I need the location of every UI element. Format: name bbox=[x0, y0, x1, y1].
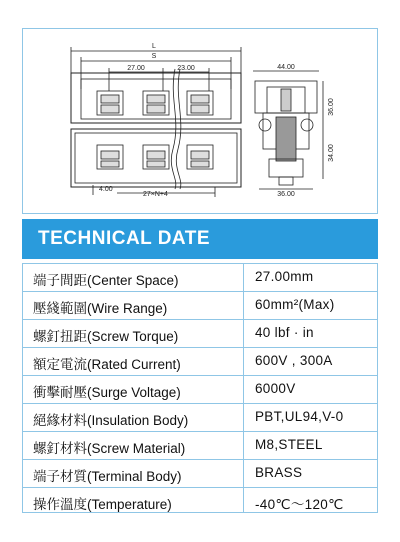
technical-drawing bbox=[22, 28, 378, 214]
svg-text:34.00: 34.00 bbox=[328, 144, 335, 162]
svg-text:27×N+4: 27×N+4 bbox=[143, 191, 168, 198]
spec-label: 端子材質(Terminal Body) bbox=[33, 469, 182, 484]
spec-value: 40 lbf · in bbox=[255, 325, 314, 340]
spec-label: 螺釘扭距(Screw Torque) bbox=[33, 329, 179, 344]
svg-text:23.00: 23.00 bbox=[177, 65, 195, 72]
section-title: TECHNICAL DATE bbox=[38, 228, 211, 249]
dim-pitch bbox=[109, 65, 209, 91]
spec-label: 操作溫度(Temperature) bbox=[33, 497, 172, 512]
spec-label: 絕緣材料(Insulation Body) bbox=[33, 413, 189, 428]
spec-value: -40℃～120℃ bbox=[255, 497, 344, 512]
spec-value: 60mm²(Max) bbox=[255, 297, 335, 312]
spec-value: BRASS bbox=[255, 465, 303, 480]
spec-row-screw-torque bbox=[23, 320, 377, 348]
front-view bbox=[71, 69, 241, 189]
svg-text:36.00: 36.00 bbox=[328, 98, 335, 116]
spec-table bbox=[22, 263, 378, 513]
spec-value: 6000V bbox=[255, 381, 296, 396]
dim-S bbox=[81, 53, 231, 89]
spec-value: 600V , 300A bbox=[255, 353, 333, 368]
spec-label: 螺釘材料(Screw Material) bbox=[33, 441, 186, 456]
svg-text:S: S bbox=[151, 53, 157, 60]
dim-L bbox=[71, 43, 241, 89]
svg-text:44.00: 44.00 bbox=[277, 64, 295, 71]
spec-row-insulation-body bbox=[23, 404, 377, 432]
technical-data-header bbox=[22, 219, 378, 259]
spec-value: M8,STEEL bbox=[255, 437, 323, 452]
spec-label: 壓綫範圍(Wire Range) bbox=[33, 301, 168, 316]
spec-row-surge-voltage bbox=[23, 376, 377, 404]
spec-row-center-space bbox=[23, 264, 377, 292]
spec-label: 端子間距(Center Space) bbox=[33, 273, 179, 288]
spec-row-terminal-body bbox=[23, 460, 377, 488]
spec-row-temperature bbox=[23, 488, 377, 516]
spec-value: 27.00mm bbox=[255, 269, 314, 284]
spec-label: 衝擊耐壓(Surge Voltage) bbox=[33, 385, 181, 400]
side-view bbox=[253, 64, 335, 198]
spec-value: PBT,UL94,V-0 bbox=[255, 409, 344, 424]
svg-text:27.00: 27.00 bbox=[127, 65, 145, 72]
spec-row-screw-material bbox=[23, 432, 377, 460]
svg-text:36.00: 36.00 bbox=[277, 191, 295, 198]
svg-text:4.00: 4.00 bbox=[99, 186, 113, 193]
svg-text:L: L bbox=[152, 43, 156, 50]
spec-row-rated-current bbox=[23, 348, 377, 376]
spec-row-wire-range bbox=[23, 292, 377, 320]
spec-label: 額定電流(Rated Current) bbox=[33, 357, 181, 372]
